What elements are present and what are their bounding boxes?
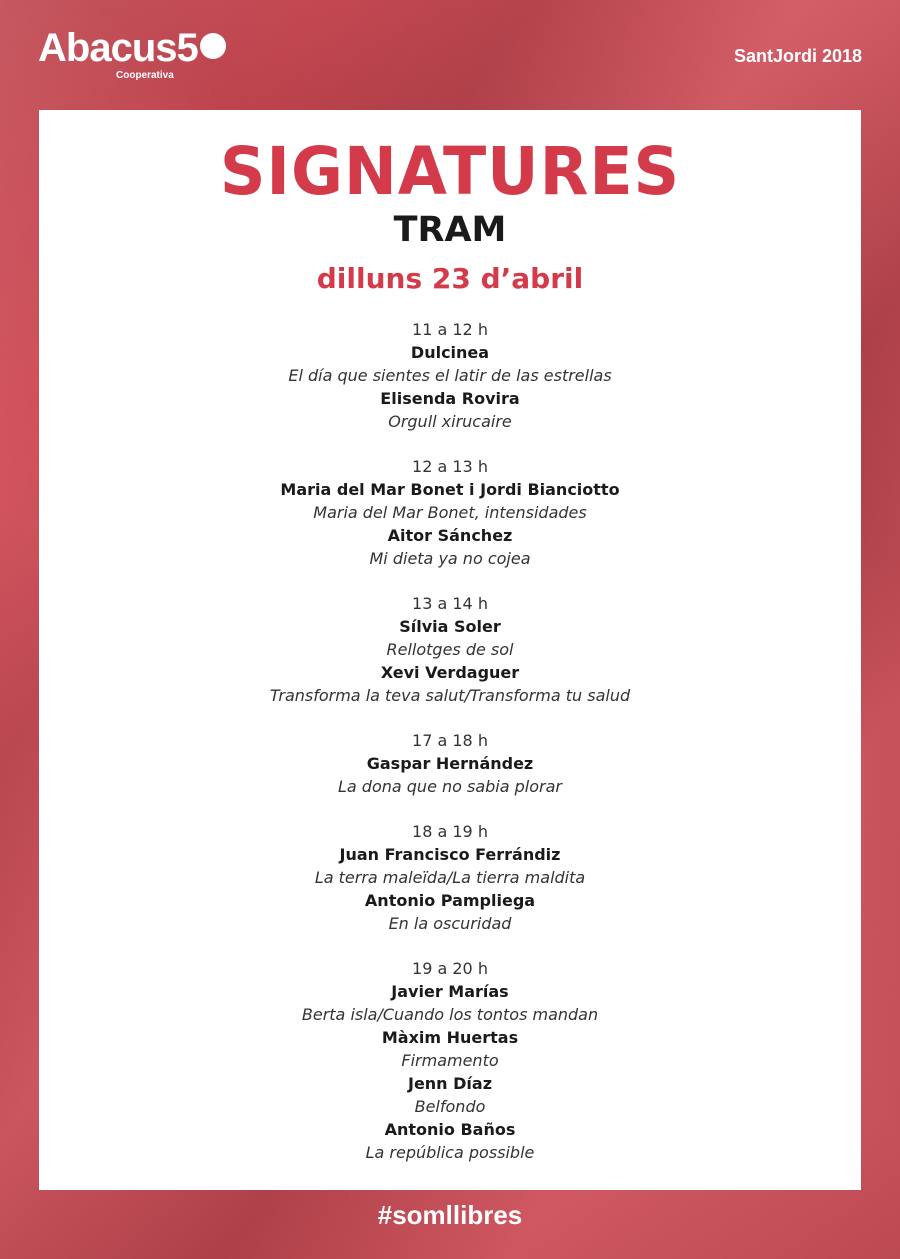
schedule-slot bbox=[39, 820, 861, 935]
logo-wordmark: Abacus5 bbox=[38, 26, 198, 70]
author-name: Elisenda Rovira bbox=[380, 389, 520, 408]
book-title: Mi dieta ya no cojea bbox=[369, 549, 531, 568]
slot-time: 17 a 18 h bbox=[412, 731, 488, 750]
schedule-slot bbox=[39, 729, 861, 798]
book-title: Maria del Mar Bonet, intensidades bbox=[313, 503, 587, 522]
book-title: Firmamento bbox=[401, 1051, 499, 1070]
logo-subtitle: Cooperativa bbox=[116, 70, 174, 81]
book-title: Transforma la teva salut/Transforma tu salud bbox=[269, 686, 631, 705]
event-label: SantJordi 2018 bbox=[733, 46, 862, 66]
slot-time: 12 a 13 h bbox=[412, 457, 488, 476]
logo bbox=[38, 26, 226, 81]
hashtag: #somllibres bbox=[377, 1200, 523, 1230]
author-name: Antonio Pampliega bbox=[364, 891, 536, 910]
book-title: La dona que no sabia plorar bbox=[337, 777, 562, 796]
author-name: Gaspar Hernández bbox=[366, 754, 534, 773]
book-title: El día que sientes el latir de las estrellas bbox=[288, 366, 612, 385]
page-title: SIGNATURES bbox=[219, 133, 681, 210]
author-name: Dulcinea bbox=[410, 343, 490, 362]
book-title: Belfondo bbox=[414, 1097, 486, 1116]
author-name: Jenn Díaz bbox=[407, 1074, 493, 1093]
schedule-slot bbox=[39, 455, 861, 570]
schedule-list bbox=[39, 318, 861, 1186]
slot-time: 11 a 12 h bbox=[412, 320, 488, 339]
slot-time: 13 a 14 h bbox=[412, 594, 488, 613]
author-name: Xevi Verdaguer bbox=[380, 663, 520, 682]
author-name: Màxim Huertas bbox=[381, 1028, 519, 1047]
slot-time: 19 a 20 h bbox=[412, 959, 488, 978]
event-date: dilluns 23 d’abril bbox=[316, 262, 584, 295]
book-title: Orgull xirucaire bbox=[388, 412, 512, 431]
schedule-slot bbox=[39, 592, 861, 707]
slot-time: 18 a 19 h bbox=[412, 822, 488, 841]
author-name: Juan Francisco Ferrándiz bbox=[339, 845, 561, 864]
author-name: Javier Marías bbox=[391, 982, 509, 1001]
book-title: La república possible bbox=[365, 1143, 535, 1162]
book-title: La terra maleïda/La tierra maldita bbox=[314, 868, 586, 887]
schedule-slot bbox=[39, 957, 861, 1164]
author-name: Sílvia Soler bbox=[399, 617, 501, 636]
author-name: Aitor Sánchez bbox=[387, 526, 513, 545]
author-name: Antonio Baños bbox=[384, 1120, 516, 1139]
content-card bbox=[39, 110, 861, 1190]
schedule-slot bbox=[39, 318, 861, 433]
book-title: Berta isla/Cuando los tontos mandan bbox=[301, 1005, 599, 1024]
book-title: En la oscuridad bbox=[388, 914, 512, 933]
logo-dot-icon bbox=[200, 33, 226, 59]
author-name: Maria del Mar Bonet i Jordi Bianciotto bbox=[280, 480, 620, 499]
book-title: Rellotges de sol bbox=[386, 640, 514, 659]
page-subtitle: TRAM bbox=[393, 210, 507, 250]
